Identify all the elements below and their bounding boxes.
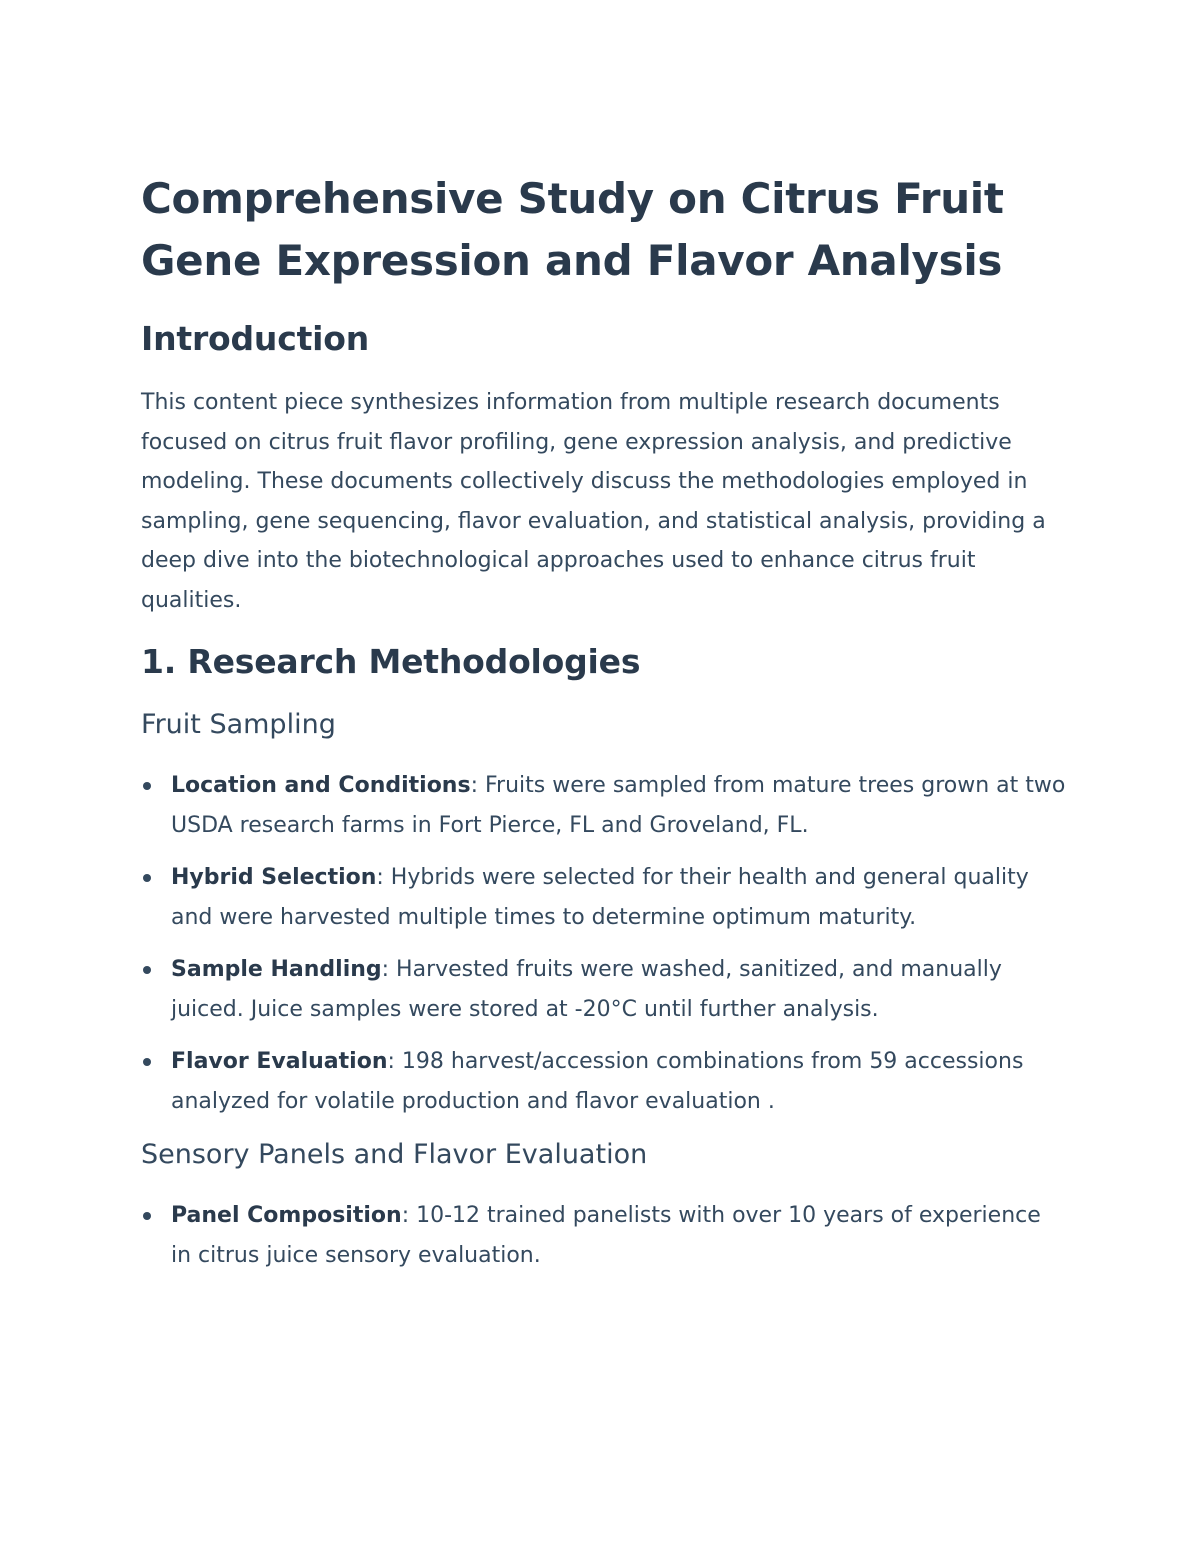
list-item-text: : 198 harvest/accession combinations from 59 accessions analyzed for volatile production and flavor evaluation . bbox=[171, 1049, 1024, 1114]
list-item-term: Flavor Evaluation bbox=[171, 1049, 388, 1074]
list-item-term: Panel Composition bbox=[171, 1203, 402, 1228]
research-methodologies-heading: 1. Research Methodologies bbox=[141, 642, 641, 681]
list-item-text: : Harvested fruits were washed, sanitized, and manually juiced. Juice samples were stored at -20°C until further analysis. bbox=[171, 957, 1002, 1022]
bullet-icon bbox=[143, 1058, 151, 1066]
list-item-text: : 10-12 trained panelists with over 10 years of experience in citrus juice sensory evaluation. bbox=[171, 1203, 1041, 1268]
list-item-text: : Hybrids were selected for their health and general quality and were harvested multiple times to determine optimum maturity. bbox=[171, 865, 1029, 930]
list-item-text: : Fruits were sampled from mature trees grown at two USDA research farms in Fort Pierce, FL and Groveland, FL. bbox=[171, 773, 1066, 838]
list-item bbox=[141, 858, 1066, 938]
sensory-panels-list bbox=[141, 1196, 1066, 1276]
document-title: Comprehensive Study on Citrus Fruit Gene Expression and Flavor Analysis bbox=[141, 174, 1004, 285]
list-item bbox=[141, 1196, 1066, 1276]
list-item-term: Sample Handling bbox=[171, 957, 382, 982]
list-item bbox=[141, 766, 1066, 846]
bullet-icon bbox=[143, 966, 151, 974]
fruit-sampling-heading: Fruit Sampling bbox=[141, 709, 336, 740]
bullet-icon bbox=[143, 782, 151, 790]
fruit-sampling-list bbox=[141, 766, 1066, 1122]
list-item bbox=[141, 950, 1066, 1030]
list-item bbox=[141, 1042, 1066, 1122]
introduction-paragraph: This content piece synthesizes information from multiple research documents focused on citrus fruit flavor profiling, gene expression analysis, and predictive modeling. These documents collectively discuss the methodologies employed in sampling, gene sequencing, flavor evaluation, and statistical analysis, providing a deep dive into the biotechnological approaches used to enhance citrus fruit qualities. bbox=[141, 390, 1046, 613]
document-page bbox=[141, 168, 1066, 1290]
list-item-term: Hybrid Selection bbox=[171, 865, 377, 890]
sensory-panels-heading: Sensory Panels and Flavor Evaluation bbox=[141, 1139, 648, 1170]
bullet-icon bbox=[143, 1212, 151, 1220]
bullet-icon bbox=[143, 874, 151, 882]
list-item-term: Location and Conditions bbox=[171, 773, 471, 798]
introduction-heading: Introduction bbox=[141, 319, 370, 358]
